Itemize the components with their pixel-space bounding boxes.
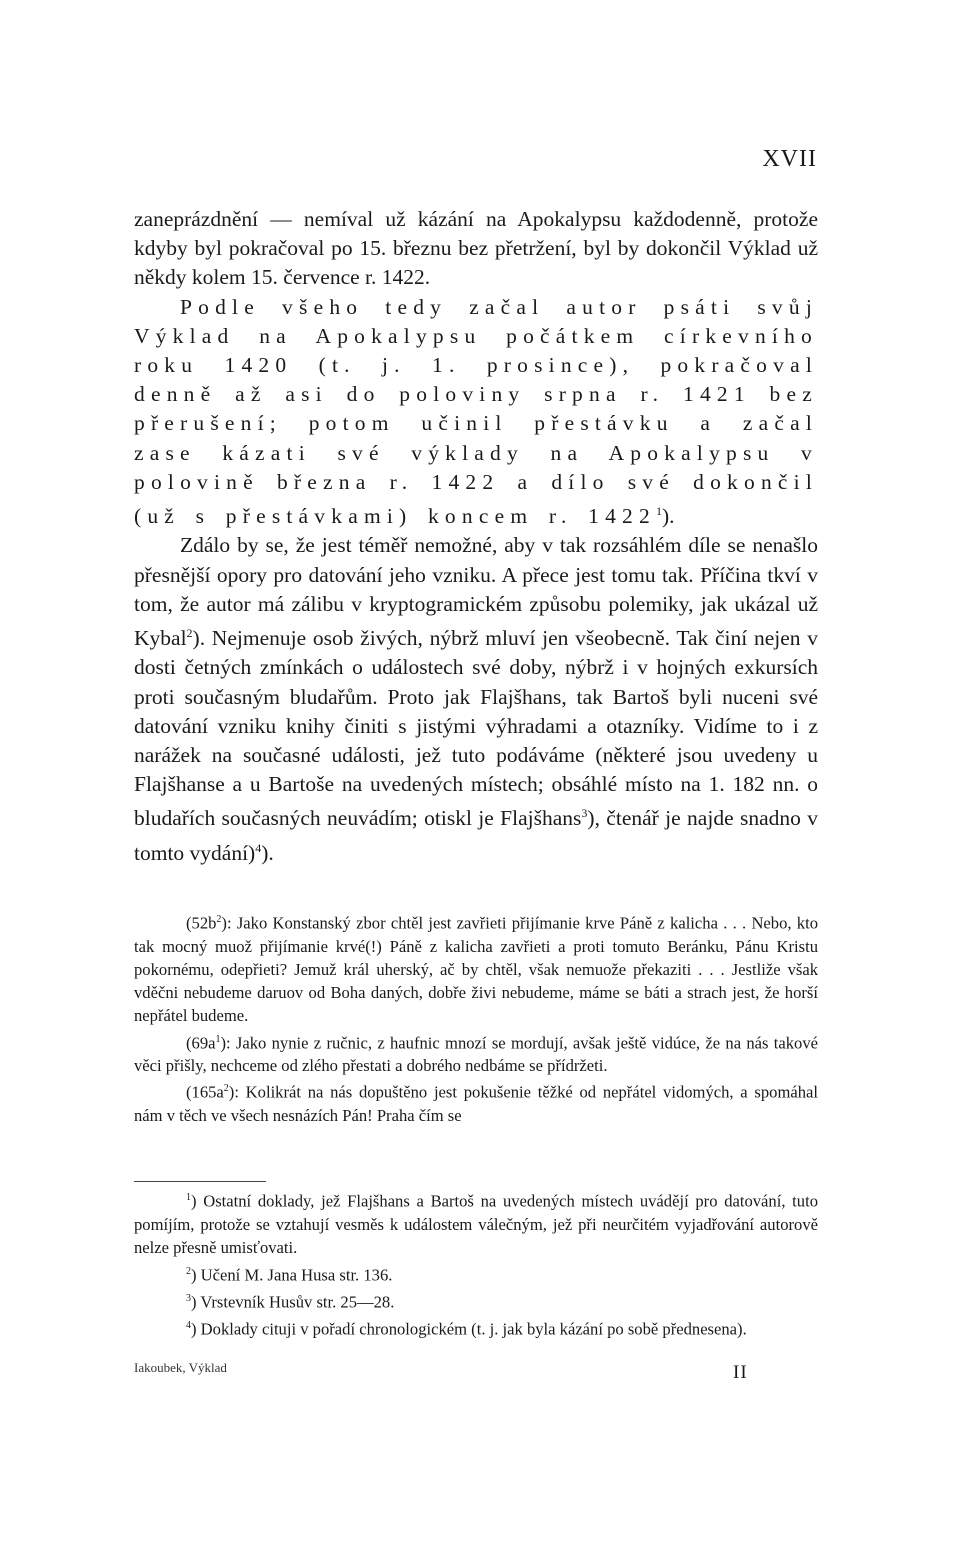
footnote-mark: 1 — [186, 1192, 191, 1203]
footnote-2 — [134, 1260, 818, 1287]
quote-ref-sup: 1 — [215, 1033, 221, 1045]
quote-69a — [134, 1028, 818, 1078]
footnote-ref-4: 4 — [255, 840, 262, 855]
page-number: XVII — [762, 146, 817, 172]
quote-ref: (52b — [186, 913, 217, 933]
quote-text: ): Jako nynie z ručnic, z haufnic mnozí se mordují, avšak ještě vidúce, že na nás takové věci přišly, nechceme od zlého přestati a dobrého nedbáme se přídržeti. — [134, 1033, 818, 1076]
signature-mark: Iakoubek, Výklad — [134, 1360, 227, 1375]
main-text — [134, 205, 818, 868]
quote-ref-sup: 2 — [223, 1083, 229, 1095]
paragraph-2-end: ). — [661, 504, 675, 529]
quote-text: ): Jako Konstanský zbor chtěl jest zavřieti přijímanie krve Páně z kalicha . . . Nebo, kto tak mocný muož přijímanie krvé(!) Páně z kalicha zavřieti a proti tomuto Beránku, Pánu Kristu pokornému, odepřieti? Jemuž král uherský, ač by chtěl, však nemuože překaziti . . . Jestliže však vděčni nebudeme daruov od Boha daných, dobře živi nebudeme, máme se báti a strach jest, že horší nepřátel budeme. — [134, 913, 818, 1026]
footnote-3 — [134, 1287, 818, 1314]
footnote-ref-1: 1 — [655, 504, 662, 519]
paragraph-2-text: Podle všeho tedy začal autor psáti svůj Výklad na Apokalypsu počátkem církevního roku 1420 (t. j. 1. prosince), pokračoval denně až asi do poloviny srpna r. 1421 bez přerušení; potom učinil přestávku a začal zase kázati své výklady na Apokalypsu v polovině března r. 1422 a dílo své dokončil (už s přestávkami) koncem r. 1422 — [134, 294, 818, 529]
footnote-text: ) Vrstevník Husův str. 25—28. — [191, 1292, 395, 1312]
footnote-mark: 3 — [186, 1292, 191, 1304]
paragraph-3-d: ). — [261, 840, 274, 865]
gathering-number: II — [733, 1362, 748, 1383]
quote-52b — [134, 908, 818, 1028]
footnote-divider — [134, 1181, 266, 1182]
paragraph-3-a: Zdálo by se, že jest téměř nemožné, aby v tak rozsáhlém díle se nenašlo přesnější opory pro datování jeho vzniku. A přece jest tomu tak. Příčina tkví v tom, že autor má zálibu v kryptogramickém způsobu polemiky, jak ukázal už Kybal — [134, 533, 818, 651]
paragraph-3 — [134, 531, 818, 868]
quotations — [134, 908, 818, 1127]
quote-ref: (69a — [186, 1033, 216, 1053]
footnote-mark: 4 — [186, 1319, 191, 1331]
quote-ref-sup: 2 — [216, 914, 222, 925]
footnote-text: ) Ostatní doklady, jež Flajšhans a Bartoš na uvedených místech uvádějí pro datování, tuto pomíjím, protože se vztahují vesměs k událostem válečným, jež při neurčitém vyjadřování autorově nelze přesně umisťovati. — [134, 1191, 818, 1258]
paragraph-1: zaneprázdnění — nemíval už kázání na Apokalypsu každodenně, protože kdyby byl pokračoval po 15. březnu bez přetržení, byl by dokončil Výklad už někdy kolem 15. července r. 1422. — [134, 207, 818, 290]
paragraph-3-b: ). Nejmenuje osob živých, nýbrž mluví jen všeobecně. Tak činí nejen v dosti četných zmínkách o událostech své doby, nýbrž i v hojných exkursích proti současným bludařům. Proto jak Flajšhans, tak Bartoš byli nuceni své datování vzniku knihy činiti s jistými výhradami a otazníky. Vidíme to i z narážek na současné události, jež tuto podáváme (některé jsou uvedeny u Flajšhanse a u Bartoše na uvedených místech; obsáhlé místo na 1. 182 nn. o bludařích současných neuvádím; otiskl je Flajšhans — [134, 626, 818, 831]
footnotes — [134, 1186, 818, 1341]
footnote-mark: 2 — [186, 1265, 191, 1277]
footnote-4 — [134, 1314, 818, 1341]
footnote-ref-2: 2 — [186, 626, 193, 640]
paragraph-2 — [134, 293, 818, 532]
footnote-text: ) Učení M. Jana Husa str. 136. — [191, 1265, 393, 1285]
quote-text: ): Kolikrát na nás dopuštěno jest pokušenie těžké od nepřátel vidomých, a spomáhal nám v těch ve všech nesnázích Pán! Praha čím se — [134, 1083, 818, 1126]
footnote-1 — [134, 1186, 818, 1260]
footnote-ref-3: 3 — [581, 806, 588, 821]
paragraph-3-c: ), čtenář je najde snadno v tomto vydání) — [134, 806, 818, 865]
quote-165a — [134, 1077, 818, 1127]
footnote-text: ) Doklady cituji v pořadí chronologickém (t. j. jak byla kázání po sobě přednesena). — [191, 1319, 747, 1339]
quote-ref: (165a — [186, 1083, 224, 1103]
